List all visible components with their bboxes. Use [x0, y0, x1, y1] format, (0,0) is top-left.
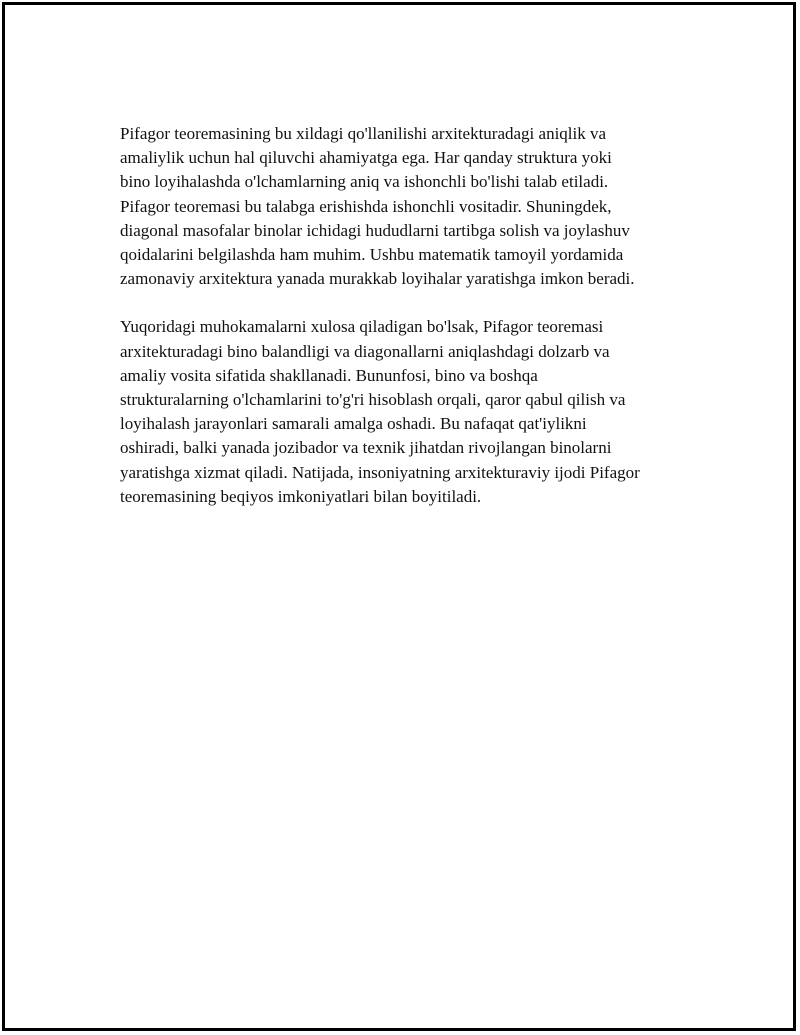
document-body — [120, 122, 695, 533]
paragraph: Pifagor teoremasining bu xildagi qo'llanilishi arxitekturadagi aniqlik va amaliylik uchun hal qiluvchi ahamiyatga ega. Har qanday struktura yoki bino loyihalashda o'lchamlarning aniq va ishonchli bo'lishi talab etiladi. Pifagor teoremasi bu talabga erishishda ishonchli vositadir. Shuningdek, diagonal masofalar binolar ichidagi hududlarni tartibga solish va joylashuv qoidalarini belgilashda ham muhim. Ushbu matematik tamoyil yordamida zamonaviy arxitektura yanada murakkab loyihalar yaratishga imkon beradi. — [120, 124, 635, 289]
page-frame — [2, 2, 796, 1031]
paragraph: Yuqoridagi muhokamalarni xulosa qiladigan bo'lsak, Pifagor teoremasi arxitekturadagi bino balandligi va diagonallarni aniqlashdagi dolzarb va amaliy vosita sifatida shakllanadi. Bununfosi, bino va boshqa strukturalarning o'lchamlarini to'g'ri hisoblash orqali, qaror qabul qilish va loyihalash jarayonlari samarali amalga oshadi. Bu nafaqat qat'iylikni oshiradi, balki yanada jozibador va texnik jihatdan rivojlangan binolarni yaratishga xizmat qiladi. Natijada, insoniyatning arxitekturaviy ijodi Pifagor teoremasining beqiyos imkoniyatlari bilan boyitiladi. — [120, 317, 640, 506]
